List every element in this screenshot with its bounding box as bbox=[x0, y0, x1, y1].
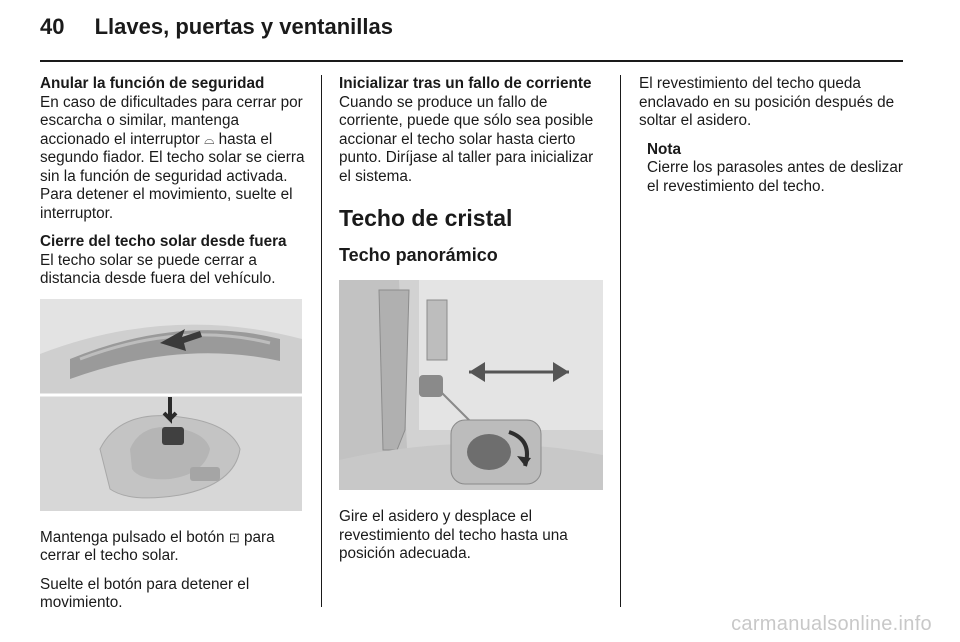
page-header bbox=[40, 14, 393, 40]
section-title: Techo de cristal bbox=[339, 205, 513, 231]
text-segment: El techo solar se puede cerrar a distancia desde fuera del vehículo. bbox=[40, 251, 276, 287]
text-segment: para cerrar el techo solar. bbox=[40, 528, 275, 564]
paragraph-release-button: Suelte el botón para detener el movimiento. bbox=[40, 575, 250, 611]
paragraph-press-button bbox=[40, 529, 308, 566]
remote-key-illustration bbox=[40, 299, 302, 511]
text-segment: Cuando se produce un fallo de corriente, puede que sólo sea posible accionar el techo solar hasta cierto punto. Diríjase al taller para inicializar el sistema. bbox=[339, 93, 594, 185]
car-roof-icon: ⌓ bbox=[204, 131, 215, 147]
heading-security-override: Anular la función de seguridad bbox=[40, 75, 265, 92]
paragraph-turn-handle: Gire el asidero y desplace el revestimiento del techo hasta una posición adecuada. bbox=[339, 508, 568, 562]
chapter-title: Llaves, puertas y ventanillas bbox=[94, 14, 393, 39]
column-divider-1 bbox=[321, 75, 322, 607]
note-label: Nota bbox=[647, 140, 681, 158]
text-segment: En caso de dificultades para cerrar por escarcha o similar, mantenga accionado el interruptor bbox=[40, 93, 303, 148]
header-rule bbox=[40, 60, 903, 62]
column-1 bbox=[40, 75, 308, 623]
paragraph-initialize bbox=[339, 75, 605, 186]
page-number: 40 bbox=[40, 14, 65, 39]
paragraph-locked-position: El revestimiento del techo queda enclavado en su posición después de soltar el asidero. bbox=[639, 75, 895, 129]
subsection-title: Techo panorámico bbox=[339, 245, 498, 265]
panoramic-roof-illustration bbox=[339, 280, 603, 490]
paragraph-security-override bbox=[40, 75, 308, 223]
text-segment: hasta el segundo fiador. El techo solar se cierra sin la función de seguridad activada. Para detener el movimiento, suelte el interruptor. bbox=[40, 130, 305, 222]
text-segment: Mantenga pulsado el botón bbox=[40, 528, 229, 546]
heading-remote-close: Cierre del techo solar desde fuera bbox=[40, 233, 287, 250]
heading-initialize: Inicializar tras un fallo de corriente bbox=[339, 75, 592, 92]
note-box bbox=[639, 141, 905, 197]
column-2 bbox=[339, 75, 605, 574]
watermark: carmanualsonline.info bbox=[731, 613, 932, 635]
column-3 bbox=[639, 75, 905, 196]
lock-button-icon: ⊡ bbox=[228, 529, 240, 545]
paragraph-remote-close bbox=[40, 233, 308, 289]
note-text: Cierre los parasoles antes de deslizar el revestimiento del techo. bbox=[647, 159, 903, 195]
column-divider-2 bbox=[620, 75, 621, 607]
